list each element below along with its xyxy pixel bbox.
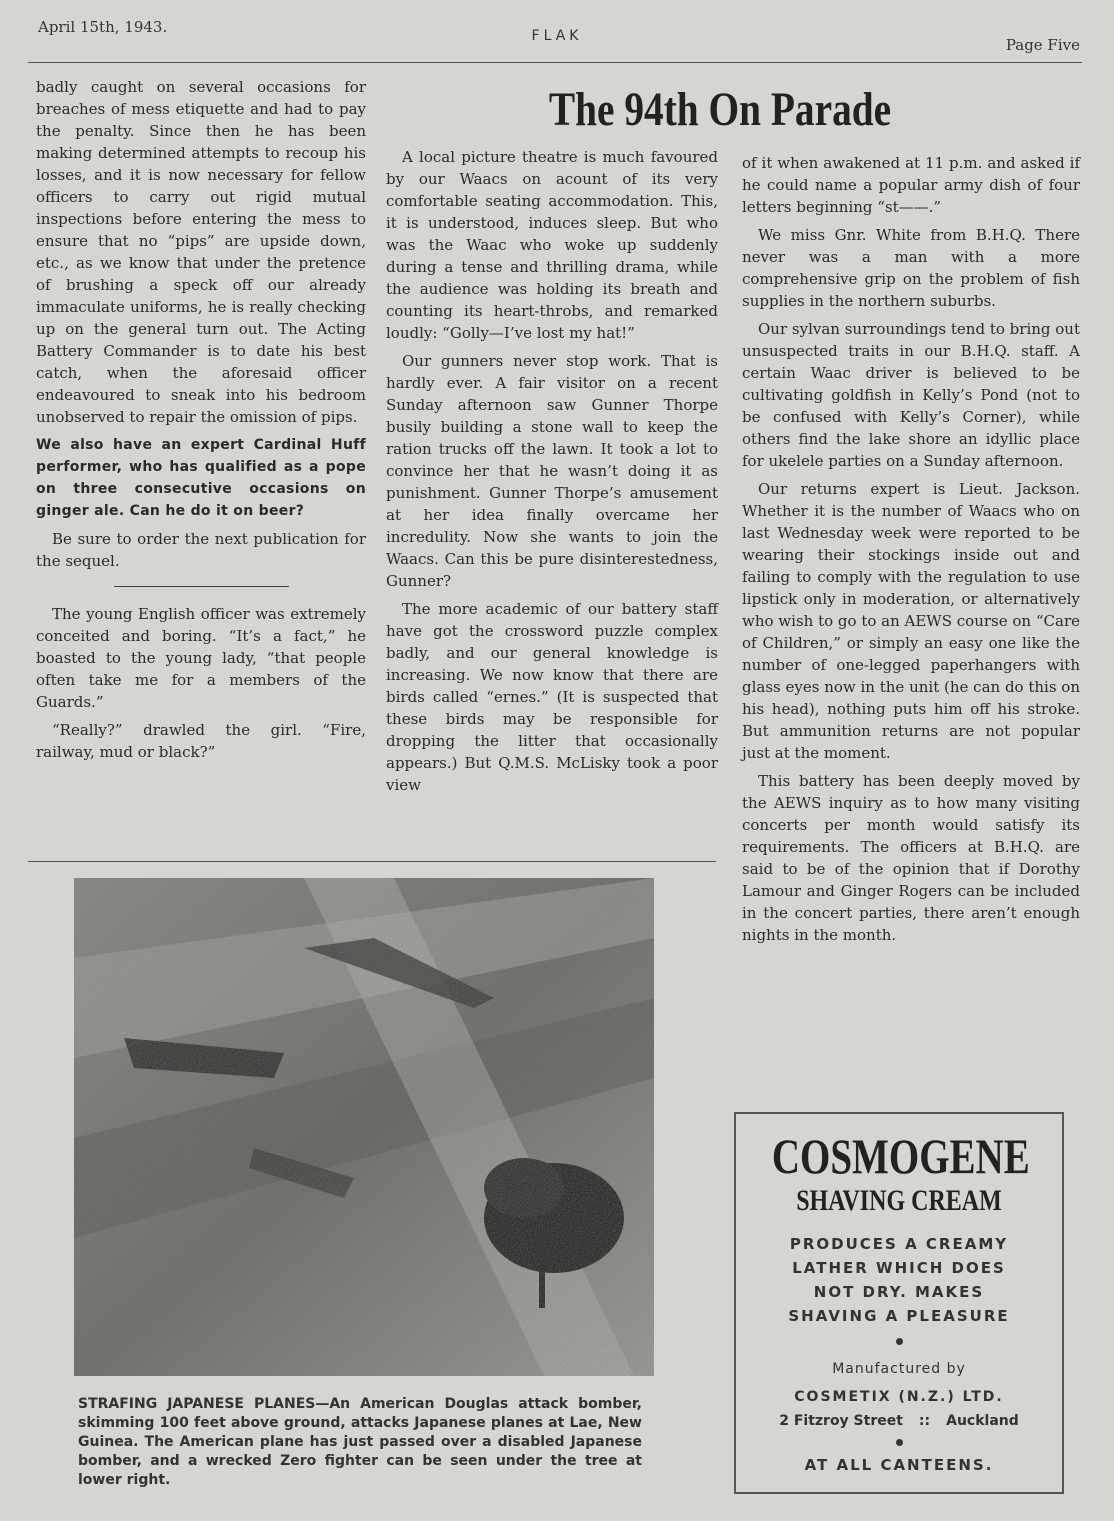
ad-street: 2 Fitzroy Street: [779, 1413, 903, 1429]
paragraph: of it when awakened at 11 p.m. and asked if he could name a popular army dish of four letters beginning “st——.”: [742, 154, 1080, 216]
bullet-dot-icon: [896, 1439, 903, 1446]
paragraph: Be sure to order the next publication for the sequel.: [36, 530, 366, 570]
ad-separator: ::: [918, 1413, 931, 1429]
photo-divider: [28, 861, 716, 862]
paragraph: Our gunners never stop work. That is hardly ever. A fair visitor on a recent Sunday afternoon saw Gunner Thorpe busily building a stone wall to keep the ration trucks off the lawn. It took a lot to convince her that he wasn’t doing it as punishment. Gunner Thorpe’s amusement at her idea finally overcame her incredulity. Now she wants to join the Waacs. Can this be pure disinterestedness, Gunner?: [386, 352, 718, 590]
article-column-2: [386, 146, 718, 802]
ad-manufactured-by: Manufactured by: [832, 1361, 966, 1377]
paragraph: The more academic of our battery staff have got the crossword puzzle complex badly, and our general knowledge is increasing. We now know that there are birds called “ernes.” (It is suspected that these birds may be responsible for dropping the litter that occasionally appears.) But Q.M.S. McLisky took a poor view: [386, 600, 718, 794]
paragraph: We miss Gnr. White from B.H.Q. There never was a man with a more comprehensive grip on the problem of fish supplies in the northern suburbs.: [742, 226, 1080, 310]
bullet-dot-icon: [896, 1338, 903, 1345]
paragraph: A local picture theatre is much favoured by our Waacs on acount of its very comfortable seating accommodation. This, it is understood, induces sleep. But who was the Waac who woke up suddenly during a tense and thrilling drama, while the audience was holding its breath and counting its heart-throbs, and remarked loudly: “Golly—I’ve lost my hat!”: [386, 148, 718, 342]
ad-city: Auckland: [946, 1413, 1019, 1429]
paragraph: badly caught on several occasions for breaches of mess etiquette and had to pay the penalty. Since then he has been making determined attempts to recoup his losses, and it is now necessary for fellow officers to carry out rigid mutual inspections before entering the mess to ensure that no “pips” are upside down, etc., as we know that under the pretence of brushing a speck off our already immaculate uniforms, he is really checking up on the general turn out. The Acting Battery Commander is to date his best catch, when the aforesaid officer endeavoured to sneak into his bedroom unobserved to repair the omission of pips.: [36, 78, 366, 426]
header-divider: [28, 62, 1082, 63]
page-number: Page Five: [1005, 36, 1080, 54]
paragraph: The young English officer was extremely conceited and boring. “It’s a fact,” he boasted to the young lady, “that people often take me for a members of the Guards.”: [36, 605, 366, 711]
article-column-3: [742, 152, 1080, 952]
section-divider: [114, 586, 289, 587]
article-column-1: [36, 76, 366, 769]
article-headline: The 94th On Parade: [548, 83, 892, 136]
issue-date: April 15th, 1943.: [38, 18, 168, 36]
ad-brand: COSMOGENE: [771, 1128, 1030, 1184]
ad-company: COSMETIX (N.Z.) LTD.: [794, 1389, 1004, 1405]
paragraph: “Really?” drawled the girl. “Fire, railway, mud or black?”: [36, 721, 366, 761]
paragraph: This battery has been deeply moved by the AEWS inquiry as to how many visiting concerts per month would satisfy its requirements. The officers at B.H.Q. are said to be of the opinion that if Dorothy Lamour and Ginger Rogers can be included in the concert parties, there aren’t enough nights in the month.: [742, 772, 1080, 944]
ad-product: SHAVING CREAM: [796, 1184, 1002, 1217]
paragraph: Our returns expert is Lieut. Jackson. Whether it is the number of Waacs who on last Wednesday week were reported to be wearing their stockings inside out and failing to comply with the regulation to use lipstick only in moderation, or alternatively who wish to go to an AEWS course on “Care of Children,” or simply an easy one like the number of one-legged paperhangers with glass eyes now in the unit (he can do this on his head), nothing puts him off his stroke. But ammunition returns are not popular just at the moment.: [742, 480, 1080, 762]
news-photo: [74, 878, 654, 1376]
cosmogene-advertisement: [734, 1112, 1064, 1494]
paragraph: Our sylvan surroundings tend to bring out unsuspected traits in our B.H.Q. staff. A certain Waac driver is believed to be cultivating goldfish in Kelly’s Pond (not to be confused with Kelly’s Corner), while others find the lake shore an idyllic place for ukelele parties on a Sunday afternoon.: [742, 320, 1080, 470]
publication-title: FLAK: [531, 28, 583, 44]
ad-description: PRODUCES A CREAMY LATHER WHICH DOES NOT DRY. MAKES SHAVING A PLEASURE: [788, 1235, 1010, 1325]
ad-address: [736, 1413, 1062, 1429]
photo-caption: STRAFING JAPANESE PLANES—An American Douglas attack bomber, skimming 100 feet above ground, attacks Japanese planes at Lae, New Guinea. The American plane has just passed over a disabled Japanese bomber, and a wrecked Zero fighter can be seen under the tree at lower right.: [78, 1396, 642, 1488]
ad-availability: AT ALL CANTEENS.: [804, 1456, 994, 1474]
highlight-paragraph: We also have an expert Cardinal Huff performer, who has qualified as a pope on three consecutive occasions on ginger ale. Can he do it on beer?: [36, 437, 366, 519]
photo-image: [74, 878, 654, 1376]
